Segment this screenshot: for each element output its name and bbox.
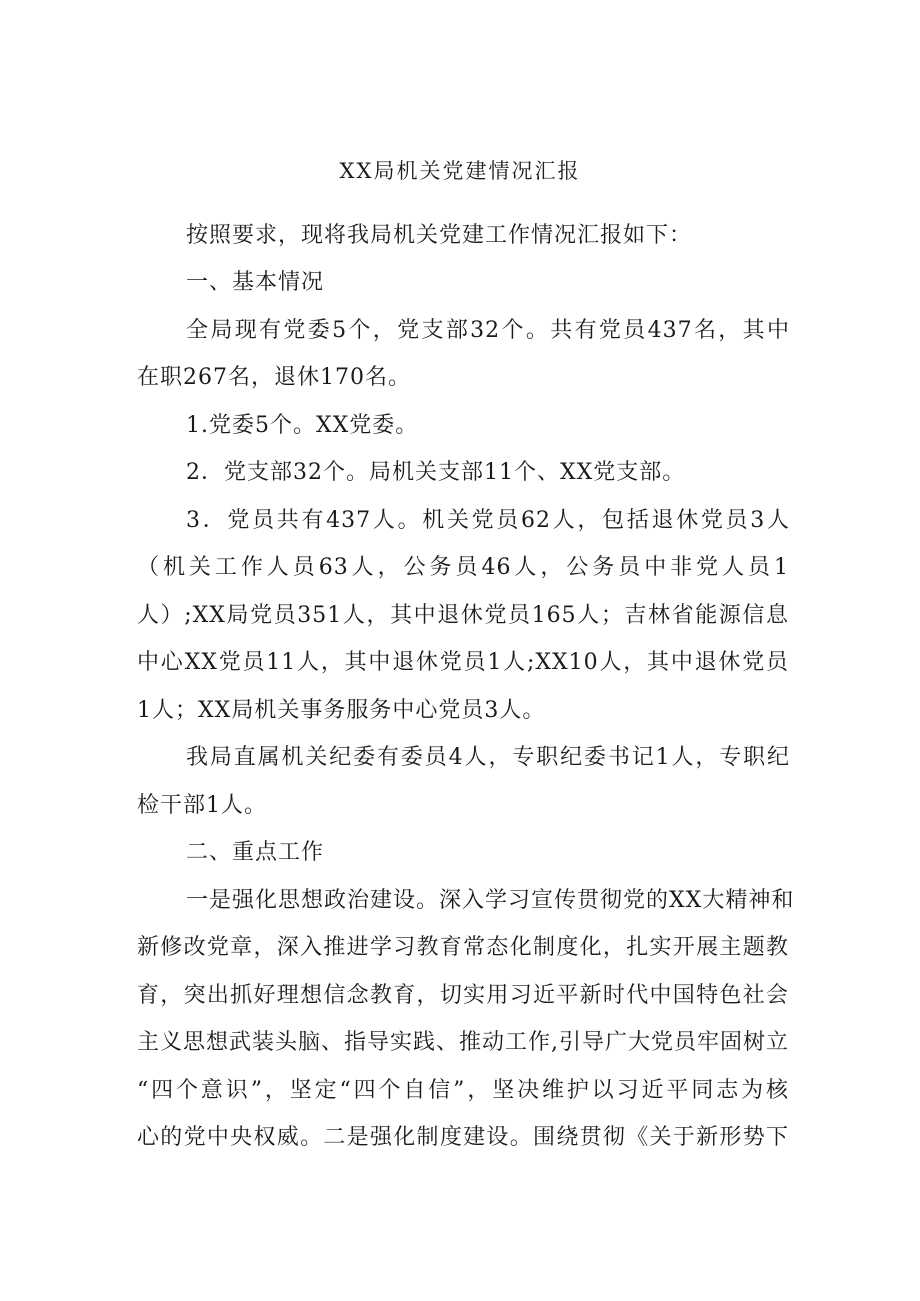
intro-paragraph: 按照要求，现将我局机关党建工作情况汇报如下：	[186, 223, 693, 248]
list-item-2: 2．党支部32个。局机关支部11个、XX党支部。	[186, 460, 686, 485]
paragraph-line: 主义思想武装头脑、指导实践、推动工作,引导广大党员牢固树立	[137, 1030, 789, 1055]
paragraph-line: （机关工作人员63人，公务员46人，公务员中非党人员1	[137, 555, 789, 580]
paragraph-line: 全局现有党委5个，党支部32个。共有党员437名，其中	[186, 318, 790, 343]
paragraph-line: 检干部1人。	[137, 793, 267, 818]
paragraph-line: 在职267名，退休170名。	[137, 365, 411, 390]
section-heading-key-work: 二、重点工作	[186, 840, 325, 865]
paragraph-line: 我局直属机关纪委有委员4人，专职纪委书记1人，专职纪	[186, 745, 790, 770]
paragraph-line: 心的党中央权威。二是强化制度建设。围绕贯彻《关于新形势下	[137, 1125, 789, 1150]
paragraph-line: 新修改党章，深入推进学习教育常态化制度化，扎实开展主题教	[137, 935, 789, 960]
paragraph-line: 1人；XX局机关事务服务中心党员3人。	[137, 698, 546, 723]
document-title: XX局机关党建情况汇报	[339, 159, 581, 183]
list-item-1: 1.党委5个。XX党委。	[186, 413, 419, 438]
paragraph-line: 中心XX党员11人，其中退休党员1人;XX10人，其中退休党员	[137, 650, 789, 675]
list-item-3: 3．党员共有437人。机关党员62人，包括退休党员3人	[186, 508, 790, 533]
paragraph-line: “四个意识”，坚定“四个自信”，坚决维护以习近平同志为核	[137, 1078, 789, 1103]
paragraph-line: 一是强化思想政治建设。深入学习宣传贯彻党的XX大精神和	[186, 888, 795, 913]
paragraph-line: 人）;XX局党员351人，其中退休党员165人；吉林省能源信息	[137, 603, 789, 628]
section-heading-basic: 一、基本情况	[186, 270, 325, 295]
paragraph-line: 育，突出抓好理想信念教育，切实用习近平新时代中国特色社会	[137, 983, 789, 1008]
